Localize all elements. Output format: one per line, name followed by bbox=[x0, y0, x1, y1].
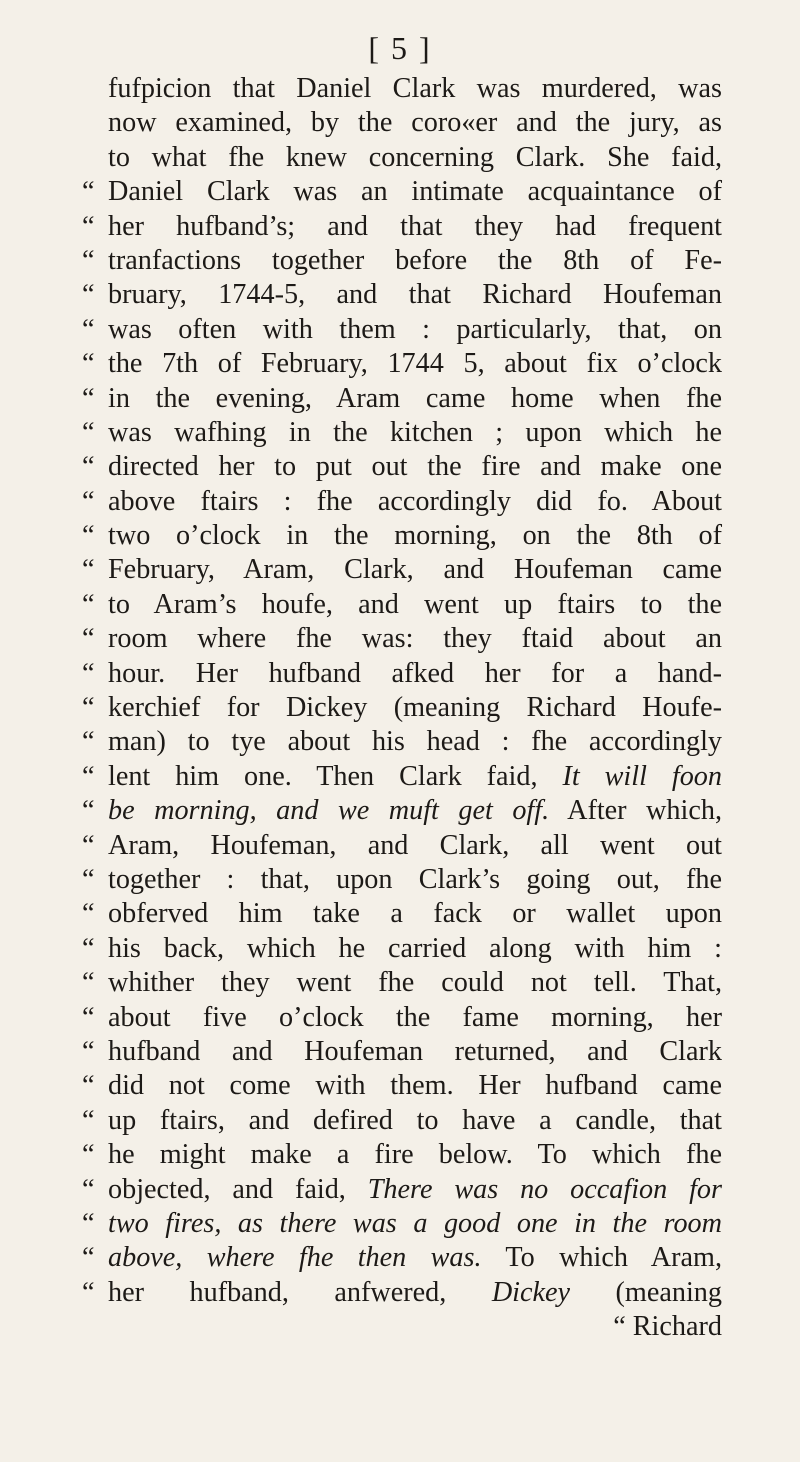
line-text: about five o’clock the fame morning, her bbox=[108, 1001, 722, 1033]
quote-mark: “ bbox=[82, 932, 95, 964]
line-text: hufband and Houfeman returned, and Clark bbox=[108, 1035, 722, 1067]
line-text: objected, and faid, bbox=[108, 1173, 368, 1205]
text-line bbox=[82, 382, 722, 416]
quote-mark: “ bbox=[82, 1207, 95, 1239]
line-text: was wafhing in the kitchen ; upon which he bbox=[108, 416, 722, 448]
text-line bbox=[82, 72, 722, 106]
quote-mark: “ bbox=[82, 657, 95, 689]
text-line bbox=[82, 622, 722, 656]
quote-mark: “ bbox=[82, 1070, 95, 1102]
line-text: obferved him take a fack or wallet upon bbox=[108, 898, 722, 930]
quote-mark: “ bbox=[82, 760, 95, 792]
line-text: whither they went fhe could not tell. That, bbox=[108, 967, 722, 999]
line-text: kerchief for Dickey (meaning Richard Houfe- bbox=[108, 692, 722, 724]
text-line bbox=[82, 175, 722, 209]
quote-mark: “ bbox=[82, 210, 95, 242]
quote-mark: “ bbox=[82, 795, 95, 827]
line-text: was often with them : particularly, that, on bbox=[108, 313, 722, 345]
line-text: directed her to put out the fire and make one bbox=[108, 451, 722, 483]
quote-mark: “ bbox=[82, 829, 95, 861]
line-text: to Aram’s houfe, and went up ftairs to the bbox=[108, 588, 722, 620]
quote-mark: “ bbox=[82, 348, 95, 380]
line-text: man) to tye about his head : fhe accordingly bbox=[108, 726, 722, 758]
text-line bbox=[82, 141, 722, 175]
text-line bbox=[82, 794, 722, 828]
page-number-header: [ 5 ] bbox=[368, 30, 432, 66]
quote-mark: “ bbox=[82, 451, 95, 483]
quote-mark: “ bbox=[82, 485, 95, 517]
line-text: did not come with them. Her hufband came bbox=[108, 1070, 722, 1102]
quote-mark: “ bbox=[82, 1173, 95, 1205]
line-text: in the evening, Aram came home when fhe bbox=[108, 382, 722, 414]
line-text: her hufband, anfwered, bbox=[108, 1276, 492, 1308]
line-text: now examined, by the coro«er and the jury, as bbox=[108, 107, 722, 139]
catchword: “ Richard bbox=[613, 1311, 722, 1343]
line-text: the 7th of February, 1744 5, about fix o’clock bbox=[108, 348, 722, 380]
text-line bbox=[82, 691, 722, 725]
quote-mark: “ bbox=[82, 279, 95, 311]
quote-mark: “ bbox=[82, 382, 95, 414]
quote-mark: “ bbox=[82, 863, 95, 895]
quote-mark: “ bbox=[82, 1001, 95, 1033]
line-text: Daniel Clark was an intimate acquaintance of bbox=[108, 176, 722, 208]
text-line bbox=[82, 210, 722, 244]
text-line bbox=[82, 416, 722, 450]
quote-mark: “ bbox=[82, 623, 95, 655]
text-line bbox=[82, 1035, 722, 1069]
quote-mark: “ bbox=[82, 1242, 95, 1274]
line-text-after: To which Aram, bbox=[481, 1242, 722, 1274]
text-line bbox=[82, 278, 722, 312]
text-line bbox=[82, 485, 722, 519]
line-text: hour. Her hufband afked her for a hand- bbox=[108, 657, 722, 689]
line-text: fufpicion that Daniel Clark was murdered, was bbox=[108, 73, 722, 104]
quote-mark: “ bbox=[82, 967, 95, 999]
line-text: he might make a fire below. To which fhe bbox=[108, 1139, 722, 1171]
line-text-after: After which, bbox=[549, 795, 722, 827]
italic-text: There was no occafion for bbox=[367, 1173, 722, 1205]
text-line bbox=[82, 657, 722, 691]
text-line bbox=[82, 347, 722, 381]
italic-text: above, where fhe then was. bbox=[108, 1242, 482, 1274]
line-text: tranfactions together before the 8th of Fe- bbox=[108, 244, 722, 276]
line-text: his back, which he carried along with him : bbox=[108, 932, 722, 964]
text-line bbox=[82, 1241, 722, 1275]
text-line bbox=[82, 106, 722, 140]
text-line bbox=[82, 760, 722, 794]
italic-text: be morning, and we muft get off. bbox=[108, 795, 550, 827]
text-line bbox=[82, 725, 722, 759]
text-line bbox=[82, 966, 722, 1000]
quote-mark: “ bbox=[82, 313, 95, 345]
line-text: bruary, 1744-5, and that Richard Houfeman bbox=[108, 279, 722, 311]
line-text: Aram, Houfeman, and Clark, all went out bbox=[108, 829, 722, 861]
quote-mark: “ bbox=[82, 176, 95, 208]
text-line bbox=[82, 1138, 722, 1172]
text-line bbox=[82, 1069, 722, 1103]
text-line bbox=[82, 313, 722, 347]
line-text: up ftairs, and defired to have a candle, that bbox=[108, 1104, 722, 1136]
quote-mark: “ bbox=[82, 554, 95, 586]
text-line bbox=[82, 450, 722, 484]
text-line bbox=[82, 1276, 722, 1310]
body-text bbox=[82, 72, 722, 1344]
quote-mark: “ bbox=[82, 520, 95, 552]
line-text: above ftairs : fhe accordingly did fo. About bbox=[108, 485, 722, 517]
quote-mark: “ bbox=[82, 692, 95, 724]
quote-mark: “ bbox=[82, 1276, 95, 1308]
italic-text: It will foon bbox=[562, 760, 722, 792]
text-line bbox=[82, 1001, 722, 1035]
quote-mark: “ bbox=[82, 1104, 95, 1136]
italic-text: Dickey bbox=[491, 1276, 571, 1308]
line-text: together : that, upon Clark’s going out, fhe bbox=[108, 863, 722, 895]
line-text: room where fhe was: they ftaid about an bbox=[108, 623, 722, 655]
text-line bbox=[82, 829, 722, 863]
quote-mark: “ bbox=[82, 1139, 95, 1171]
quote-mark: “ bbox=[82, 898, 95, 930]
text-line bbox=[82, 553, 722, 587]
line-text: two o’clock in the morning, on the 8th of bbox=[108, 520, 722, 552]
quote-mark: “ bbox=[82, 244, 95, 276]
line-text: to what fhe knew concerning Clark. She faid, bbox=[108, 141, 722, 173]
quote-mark: “ bbox=[82, 416, 95, 448]
quote-mark: “ bbox=[82, 588, 95, 620]
text-line bbox=[82, 244, 722, 278]
italic-text: two fires, as there was a good one in the room bbox=[108, 1207, 722, 1239]
text-line bbox=[82, 1207, 722, 1241]
text-line bbox=[82, 588, 722, 622]
text-line bbox=[82, 519, 722, 553]
quote-mark: “ bbox=[82, 726, 95, 758]
line-text-after: (meaning bbox=[570, 1276, 722, 1308]
text-line bbox=[82, 1173, 722, 1207]
line-text: lent him one. Then Clark faid, bbox=[108, 760, 563, 792]
text-line bbox=[82, 897, 722, 931]
line-text: February, Aram, Clark, and Houfeman came bbox=[108, 554, 722, 586]
text-line bbox=[82, 932, 722, 966]
line-text: her hufband’s; and that they had frequent bbox=[108, 210, 722, 242]
text-line bbox=[82, 863, 722, 897]
text-line bbox=[82, 1104, 722, 1138]
quote-mark: “ bbox=[82, 1035, 95, 1067]
